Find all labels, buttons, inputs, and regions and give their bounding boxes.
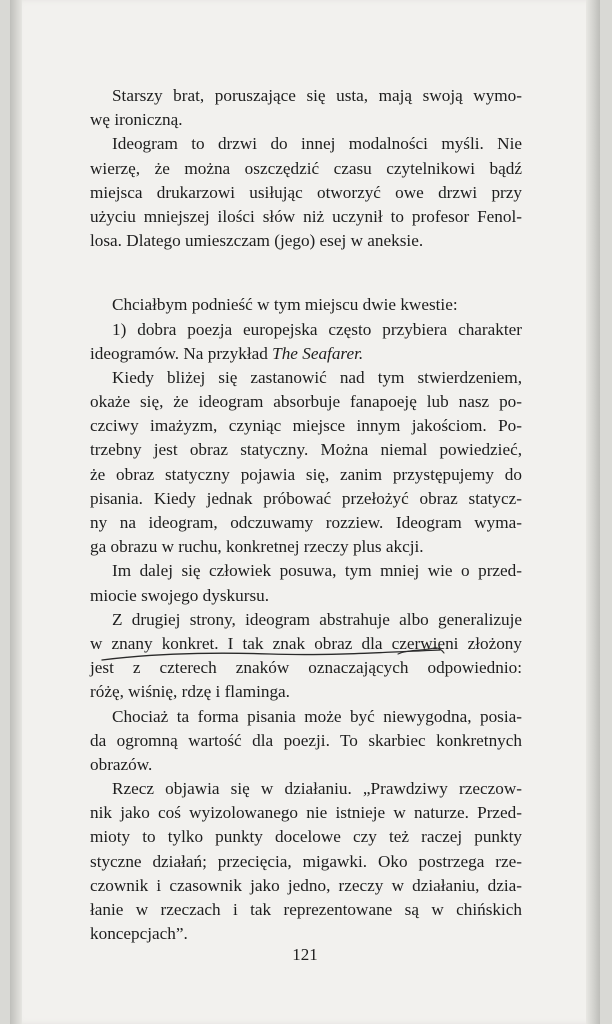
- book-page: [10, 0, 600, 1024]
- text-line: Ideogram to drzwi do innej modalności myśli. Nie: [112, 134, 522, 154]
- text-line: koncepcjach”.: [90, 924, 188, 944]
- text-line: łanie w rzeczach i tak reprezentowane są w chińskich: [90, 900, 522, 919]
- text-line: miejsca drukarzowi usiłując otworzyć owe drzwi przy: [90, 182, 522, 202]
- text-line: Chociaż ta forma pisania może być niewygodna, posia-: [112, 706, 522, 726]
- section-gap: [90, 253, 522, 293]
- text-line: da ogromną wartość dla poezji. To skarbiec konkretnych: [90, 730, 522, 750]
- text-line: miocie swojego dyskursu.: [90, 585, 270, 605]
- text-line: Starszy brat, poruszające się usta, mają swoją wymo-: [112, 86, 522, 105]
- text-line: trzebny jest obraz statyczny. Można niemal powiedzieć,: [90, 440, 522, 460]
- text-fragment: ideogramów. Na przykład: [90, 343, 273, 363]
- text-line: jest z czterech znaków oznaczających odpowiednio:: [90, 658, 522, 678]
- page-edge: [586, 0, 600, 1024]
- body-text: [90, 84, 522, 946]
- text-line: wierzę, że można oszczędzić czasu czytelnikowi bądź: [90, 158, 522, 178]
- text-line: w znany konkret. I tak znak obraz dla czerwieni złożony: [90, 633, 522, 653]
- text-line: Z drugiej strony, ideogram abstrahuje albo generalizuje: [112, 609, 522, 629]
- text-line: ga obrazu w ruchu, konkretnej rzeczy plus akcji.: [90, 537, 424, 557]
- text-line: okaże się, że ideogram absorbuje fanapoeję lub nasz po-: [90, 392, 522, 412]
- text-line: obrazów.: [90, 754, 153, 774]
- text-line: Chciałbym podnieść w tym miejscu dwie kwestie:: [112, 295, 458, 315]
- text-line: losa. Dlatego umieszczam (jego) esej w aneksie.: [90, 231, 424, 251]
- page-number: 121: [292, 945, 318, 964]
- text-line: styczne działań; przecięcia, migawki. Oko postrzega rze-: [90, 851, 522, 871]
- text-line: czciwy imażyzm, czyniąc miejsce innym jakościom. Po-: [90, 416, 522, 436]
- text-line: Im dalej się człowiek posuwa, tym mniej wie o przed-: [112, 561, 522, 581]
- text-line: nik jako coś wyizolowanego nie istnieje w naturze. Przed-: [90, 803, 522, 823]
- text-line: 1) dobra poezja europejska często przybiera charakter: [112, 319, 522, 339]
- text-line: mioty to tylko punkty docelowe czy też raczej punkty: [90, 827, 522, 847]
- text-line: ny na ideogram, odczuwamy rozziew. Ideogram wyma-: [90, 513, 522, 532]
- page-spine-shadow: [10, 0, 22, 1024]
- text-line: pisania. Kiedy jednak próbować przełożyć obraz statycz-: [90, 488, 522, 508]
- text-line: Rzecz objawia się w działaniu. „Prawdziwy rzeczow-: [112, 779, 522, 799]
- text-line: że obraz statyczny pojawia się, zanim przystępujemy do: [90, 464, 522, 484]
- text-line: czownik i czasownik jako jedno, rzeczy w działaniu, dzia-: [90, 875, 522, 895]
- text-line: użyciu mniejszej ilości słów niż uczynił to profesor Fenol-: [90, 206, 522, 226]
- text-line: Kiedy bliżej się zastanowić nad tym stwierdzeniem,: [112, 367, 522, 387]
- title-italic: The Seafarer.: [272, 343, 364, 363]
- text-line: różę, wiśnię, rdzę i flaminga.: [90, 682, 290, 702]
- text-line: wę ironiczną.: [90, 110, 183, 130]
- text-line: [90, 342, 522, 366]
